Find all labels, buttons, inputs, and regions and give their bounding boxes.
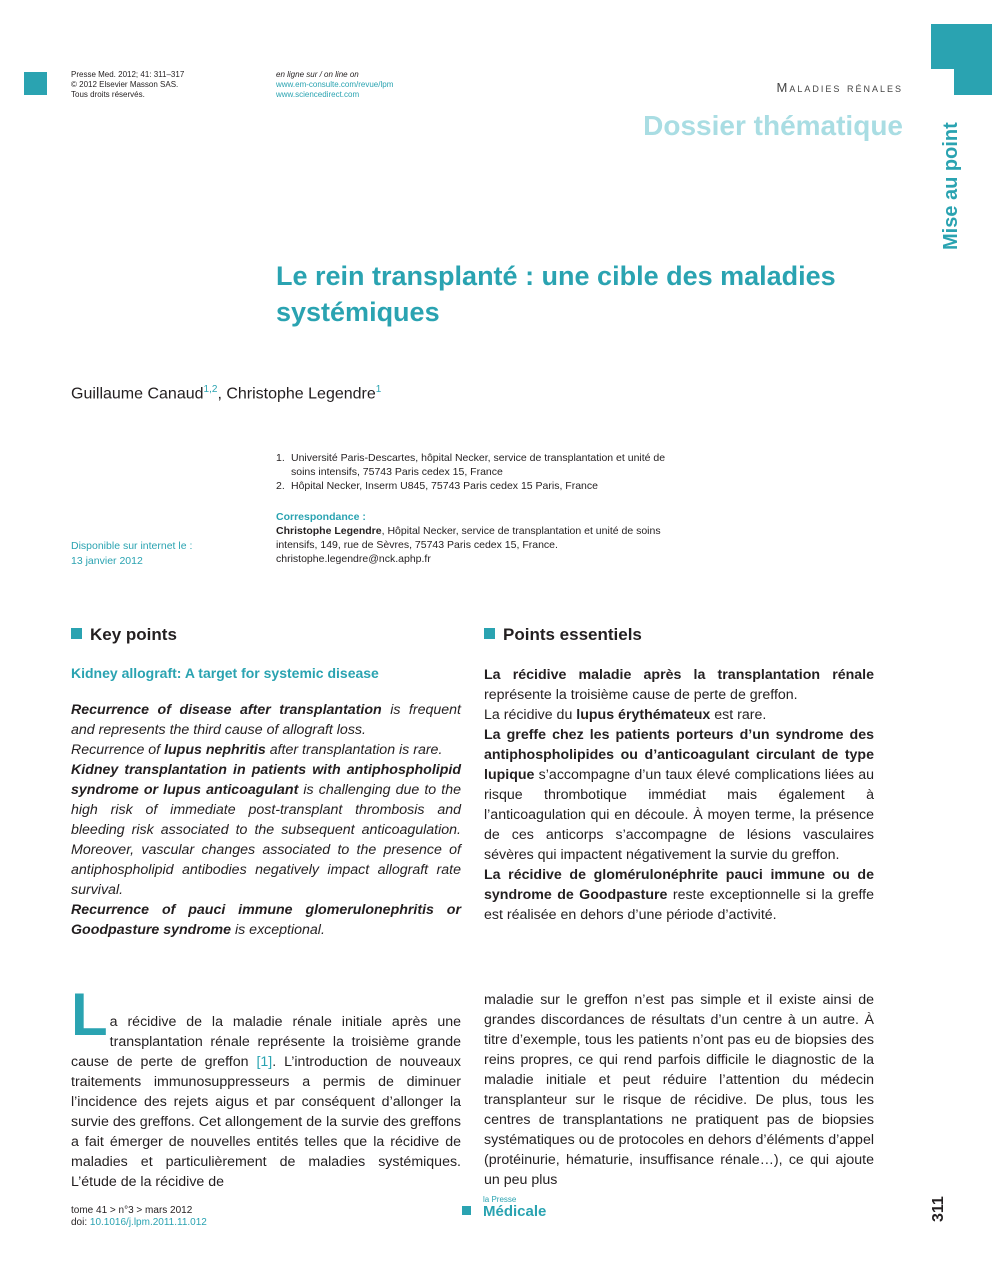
- corner-square-right: [954, 69, 992, 95]
- key-points-subtitle: Kidney allograft: A target for systemic disease: [71, 665, 379, 681]
- online-info: [276, 70, 393, 100]
- point-essentiel-3: [484, 725, 874, 865]
- main-text-left: [71, 981, 461, 1192]
- main-text-left-paragraph: [71, 1012, 461, 1192]
- correspondence-address-2: intensifs, 149, rue de Sèvres, 75743 Paris cedex 15, France.: [276, 539, 558, 551]
- point-essentiel-4-text: reste exceptionnelle si la greffe est réalisée en dehors d’une période d’activité.: [484, 887, 874, 923]
- affiliations: [276, 451, 665, 493]
- correspondence-label: Correspondance :: [276, 511, 366, 523]
- key-point-3: [71, 760, 461, 900]
- key-points-heading: [71, 625, 461, 645]
- square-bullet-icon: [484, 628, 495, 639]
- author-2-affil: 1: [375, 384, 382, 395]
- point-essentiel-3-text: s’accompagne d’un taux élevé complications liées au risque thrombotique immédiat mais également à l’anticoagulation qui en découle. À moyen terme, la présence de ces anticorps s’accompagne de lésions vasculaires sévères qui impactent négativement la survie du greffon.: [484, 767, 874, 863]
- key-point-2-pre: Recurrence of: [71, 742, 165, 758]
- point-essentiel-1-text: représente la troisième cause de perte de greffon.: [484, 687, 798, 703]
- footer-issue: [71, 1205, 207, 1229]
- point-essentiel-2-pre: La récidive du: [484, 707, 577, 723]
- footer-logo-square: [462, 1206, 471, 1215]
- corner-square-right-top: [931, 24, 992, 69]
- point-essentiel-4: [484, 865, 874, 925]
- journal-ref: Presse Med. 2012; 41: 311–317: [71, 70, 185, 79]
- point-essentiel-3-bold: La greffe chez les patients porteurs d’un syndrome des antiphospholipides ou d’anticoagulant circulant de type lupique: [484, 727, 874, 783]
- main-text-right-paragraph: maladie sur le greffon n’est pas simple et il existe ainsi de grandes discordances de résultats d’un centre à un autre. À titre d’exemple, tous les patients n’ont pas eu de biopsies des reins propres, ce qui rend parfois difficile le diagnostic de la maladie initiale et peut réduire l’attention du médecin transplanteur sur le risque de récidive. De plus, tous les centres de transplantations ne pratiquent pas de biopsies systématiques ou de protocoles en dehors d’éléments d’appel (protéinurie, hématurie, insuffisance rénale…), ce qui ajoute un peu plus: [484, 992, 874, 1188]
- reference-link-1[interactable]: [1]: [256, 1054, 273, 1070]
- author-1: Guillaume Canaud: [71, 385, 204, 403]
- point-essentiel-1-bold: La récidive maladie après la transplantation rénale: [484, 667, 874, 683]
- online-label: en ligne sur / on line on: [276, 70, 359, 79]
- key-point-3-text: is challenging due to the high risk of immediate post-transplant thrombosis and bleeding risk associated to the subsequent anticoagulation. Moreover, vascular changes associated to the presence of antiphospholipid antibodies negatively impact allograft rate survival.: [71, 782, 461, 898]
- main-text-left-part-2: . L’introduction de nouveaux traitements immunosuppresseurs a permis de diminuer l’incidence des rejets aigus et par conséquent d’allonger la survie des greffons. Cet allongement de la survie des greffons a fait émerger de nouvelles entités telles que la récidive de maladies et particulièrement de maladies systémiques. L’étude de la récidive de: [71, 1054, 461, 1190]
- point-essentiel-2-text: est rare.: [710, 707, 767, 723]
- authors: [71, 384, 381, 403]
- points-essentiels-heading: [484, 625, 874, 645]
- points-essentiels-body: [484, 665, 874, 925]
- journal-info: [71, 70, 184, 100]
- doi-link[interactable]: 10.1016/j.lpm.2011.11.012: [89, 1217, 207, 1228]
- available-label: Disponible sur internet le :: [71, 540, 193, 552]
- corner-square-left: [24, 72, 47, 95]
- url-sciencedirect[interactable]: www.sciencedirect.com: [276, 90, 360, 99]
- main-text-right: [484, 990, 874, 1190]
- points-essentiels: [484, 625, 874, 925]
- author-separator: ,: [217, 385, 227, 403]
- key-point-2-bold: lupus nephritis: [164, 742, 266, 758]
- point-essentiel-4-bold: La récidive de glomérulonéphrite pauci immune ou de syndrome de Goodpasture: [484, 867, 874, 903]
- url-em-consulte[interactable]: www.em-consulte.com/revue/lpm: [276, 80, 394, 89]
- key-point-4-text: is exceptional.: [231, 922, 325, 938]
- affiliation-2-number: 2.: [276, 480, 285, 492]
- point-essentiel-2-bold: lupus érythémateux: [576, 707, 711, 723]
- point-essentiel-1: [484, 665, 874, 705]
- key-points-heading-text: Key points: [90, 625, 177, 644]
- side-label: Mise au point: [940, 122, 962, 250]
- key-points: [71, 625, 461, 940]
- key-point-2-text: after transplantation is rare.: [265, 742, 443, 758]
- dossier-label: Dossier thématique: [643, 110, 903, 141]
- affiliation-1: [276, 451, 665, 479]
- correspondence-line-1: [276, 524, 661, 538]
- key-point-1-bold: Recurrence of disease after transplantation: [71, 702, 382, 718]
- key-points-body: [71, 700, 461, 940]
- key-point-1-text: is frequent and represents the third cause of allograft loss.: [71, 702, 461, 738]
- key-point-4-bold: Recurrence of pauci immune glomerulonephritis or Goodpasture syndrome: [71, 902, 461, 938]
- key-point-4: [71, 900, 461, 940]
- affiliation-1-number: 1.: [276, 452, 285, 464]
- author-1-affil: 1,2: [203, 384, 218, 395]
- affiliation-1-line-2: soins intensifs, 75743 Paris cedex 15, France: [291, 466, 503, 478]
- availability: [71, 539, 192, 569]
- correspondence-email[interactable]: christophe.legendre@nck.aphp.fr: [276, 553, 431, 565]
- affiliation-2: [276, 479, 665, 493]
- title-line-2: systémiques: [276, 297, 440, 327]
- key-point-2: [71, 740, 461, 760]
- page-number: 311: [930, 1196, 947, 1222]
- key-point-3-bold: Kidney transplantation in patients with antiphospholipid syndrome or lupus anticoagulant: [71, 762, 461, 798]
- points-essentiels-heading-text: Points essentiels: [503, 625, 642, 644]
- issue-info: tome 41 > n°3 > mars 2012: [71, 1205, 193, 1216]
- section-label: Maladies rénales: [776, 80, 903, 95]
- square-bullet-icon: [71, 628, 82, 639]
- title-line-1: Le rein transplanté : une cible des maladies: [276, 261, 836, 291]
- affiliation-1-line-1: Université Paris-Descartes, hôpital Necker, service de transplantation et unité de: [291, 452, 666, 464]
- doi-label: doi:: [71, 1217, 90, 1228]
- journal-logo: [483, 1196, 546, 1219]
- affiliation-2-text: Hôpital Necker, Inserm U845, 75743 Paris cedex 15 Paris, France: [291, 480, 598, 492]
- logo-big-text: Médicale: [483, 1203, 547, 1220]
- author-2: Christophe Legendre: [226, 385, 376, 403]
- rights: Tous droits réservés.: [71, 90, 145, 99]
- key-point-1: [71, 700, 461, 740]
- correspondence-name: Christophe Legendre: [276, 525, 382, 537]
- copyright: © 2012 Elsevier Masson SAS.: [71, 80, 179, 89]
- point-essentiel-2: [484, 705, 874, 725]
- doi-line: [71, 1217, 207, 1229]
- main-text-left-part-1: a récidive de la maladie rénale initiale après une transplantation rénale représente la troisième grande cause de perte de greffon: [71, 1014, 461, 1070]
- correspondence-address-1: , Hôpital Necker, service de transplantation et unité de soins: [381, 525, 661, 537]
- drop-cap: L: [71, 981, 108, 1048]
- correspondence: [276, 510, 661, 566]
- article-title: [276, 258, 896, 330]
- available-date: 13 janvier 2012: [71, 555, 143, 567]
- logo-small-text: la Presse: [483, 1195, 517, 1204]
